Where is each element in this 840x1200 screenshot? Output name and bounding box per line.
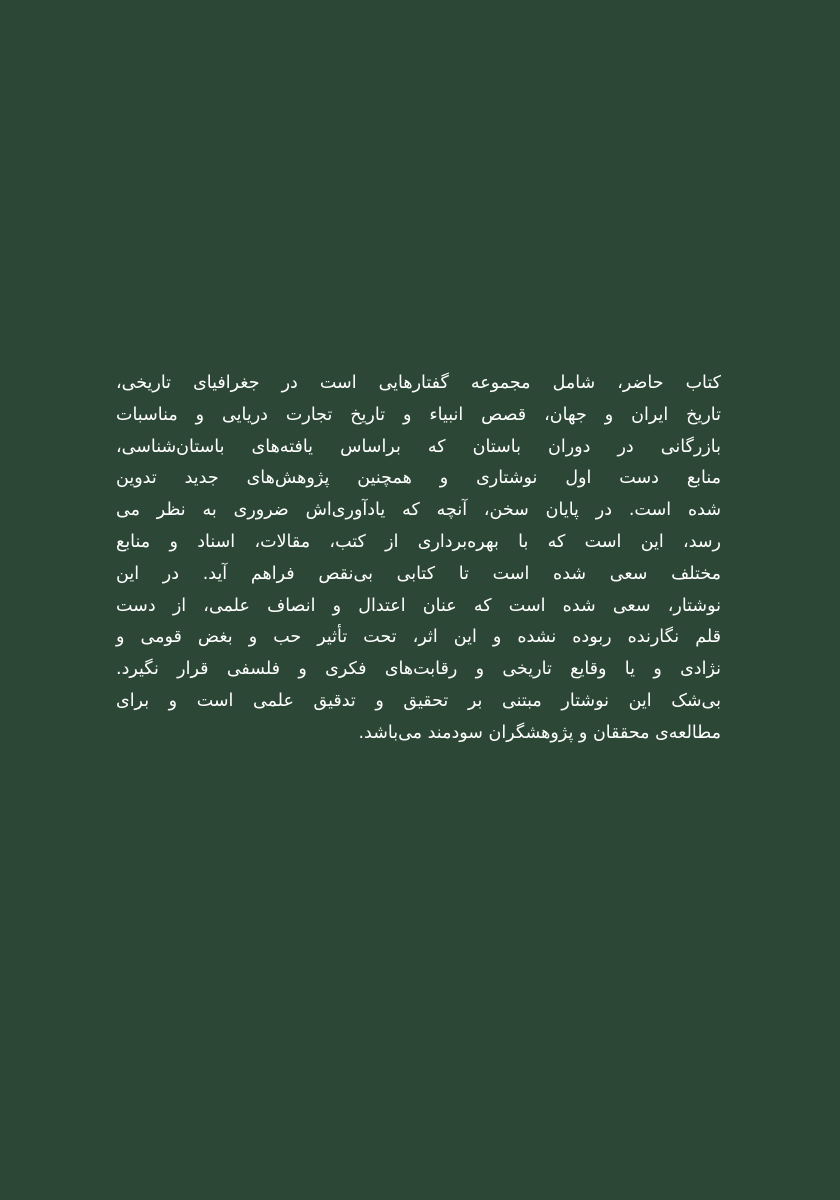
paragraph-line: بی‌شک این نوشتار مبتنی بر تحقیق و تدقیق علمی است و برای [116, 690, 721, 711]
paragraph-line: نژادی و یا وقایع تاریخی و رقابت‌های فکری و فلسفی قرار نگیرد. [116, 659, 721, 680]
body-paragraph [116, 368, 721, 750]
paragraph-line: بازرگانی در دوران باستان که براساس یافته‌های باستان‌شناسی، [116, 436, 721, 457]
paragraph-line: مختلف سعی شده است تا کتابی بی‌نقص فراهم آید. در این [116, 563, 721, 584]
paragraph-line: شده است. در پایان سخن، آنچه که یادآوری‌اش ضروری به نظر می [116, 500, 721, 521]
paragraph-line: نوشتار، سعی شده است که عنان اعتدال و انصاف علمی، از دست [116, 595, 721, 616]
paragraph-line: کتاب حاضر، شامل مجموعه گفتارهایی است در جغرافیای تاریخی، [116, 373, 721, 393]
paragraph-line: رسد، این است که با بهره‌برداری از کتب، مقالات، اسناد و منابع [116, 531, 721, 552]
paragraph-line: قلم نگارنده ربوده نشده و این اثر، تحت تأثیر حب و بغض قومی و [116, 627, 721, 648]
paragraph-line: منابع دست اول نوشتاری و همچنین پژوهش‌های جدید تدوین [116, 468, 721, 489]
paragraph-line: مطالعه‌ی محققان و پژوهشگران سودمند می‌باشد. [358, 722, 721, 743]
paragraph-line: تاریخ ایران و جهان، قصص انبیاء و تاریخ تجارت دریایی و مناسبات [116, 404, 721, 425]
